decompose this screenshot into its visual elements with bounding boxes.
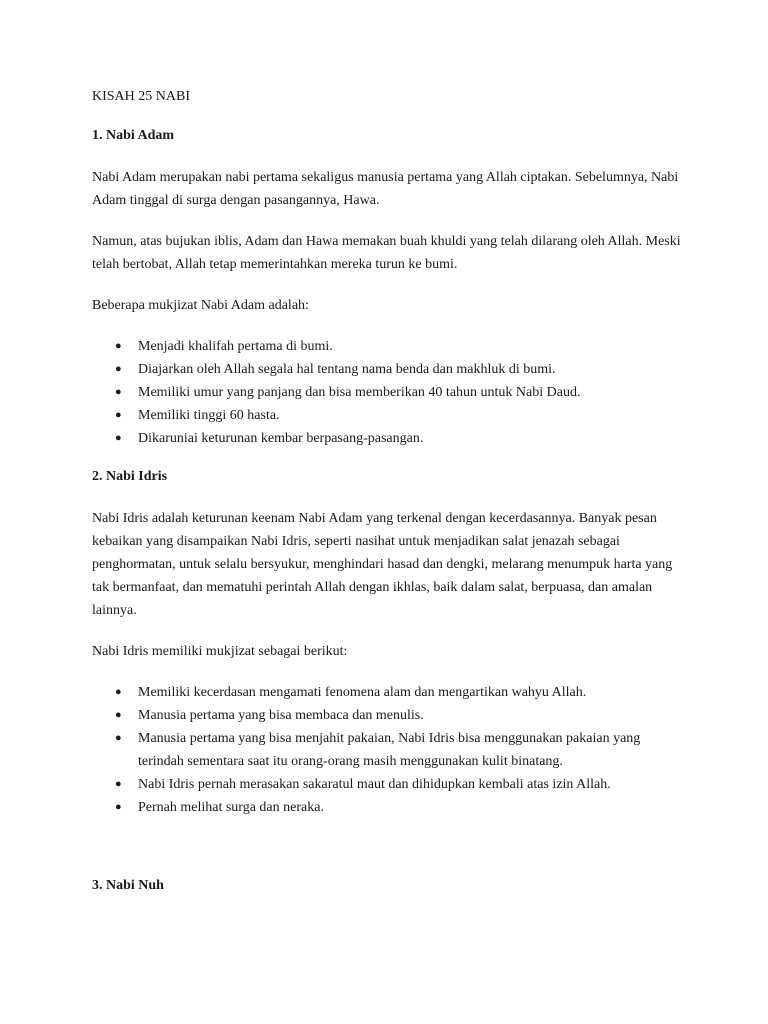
section-nabi-adam <box>92 127 682 450</box>
bullet-icon: ● <box>115 732 122 744</box>
bullet-icon: ● <box>115 778 122 790</box>
paragraph: Namun, atas bujukan iblis, Adam dan Hawa memakan buah khuldi yang telah dilarang oleh Allah. Meski telah bertobat, Allah tetap memerintahkan mereka turun ke bumi. <box>92 234 681 272</box>
section-nabi-idris <box>92 468 682 819</box>
list-item-text: Nabi Idris pernah merasakan sakaratul maut dan dihidupkan kembali atas izin Allah. <box>138 777 611 792</box>
bullet-icon: ● <box>115 340 122 352</box>
list-item-text: Memiliki tinggi 60 hasta. <box>138 408 280 423</box>
bullet-icon: ● <box>115 386 122 398</box>
list-item <box>92 427 682 450</box>
bullet-icon: ● <box>115 409 122 421</box>
list-item-text: Menjadi khalifah pertama di bumi. <box>138 339 333 354</box>
list-item-text: Dikaruniai keturunan kembar berpasang-pasangan. <box>138 431 424 446</box>
list-item-text: Manusia pertama yang bisa menjahit pakaian, Nabi Idris bisa menggunakan pakaian yang terindah sementara saat itu orang-orang masih menggunakan kulit binatang. <box>138 731 641 769</box>
list-item <box>92 796 682 819</box>
list-item <box>92 681 682 704</box>
list-item <box>92 358 682 381</box>
list-item-text: Pernah melihat surga dan neraka. <box>138 800 324 815</box>
bullet-icon: ● <box>115 686 122 698</box>
list-item <box>92 335 682 358</box>
list-item-text: Manusia pertama yang bisa membaca dan menulis. <box>138 708 424 723</box>
paragraph: Nabi Idris adalah keturunan keenam Nabi Adam yang terkenal dengan kecerdasannya. Banyak pesan kebaikan yang disampaikan Nabi Idris, seperti nasihat untuk menjadikan salat jenazah sebagai penghormatan, untuk selalu bersyukur, menghindari hasad dan dengki, melarang menumpuk harta yang tak bermanfaat, dan mematuhi perintah Allah dengan ikhlas, baik dalam salat, berpuasa, dan amalan lainnya. <box>92 511 673 618</box>
bullet-icon: ● <box>115 363 122 375</box>
paragraph: Nabi Idris memiliki mukjizat sebagai berikut: <box>92 644 348 659</box>
bullet-list <box>92 335 682 450</box>
document-title: KISAH 25 NABI <box>92 89 190 104</box>
list-item <box>92 773 682 796</box>
bullet-icon: ● <box>115 432 122 444</box>
list-item <box>92 727 682 773</box>
list-item <box>92 704 682 727</box>
bullet-icon: ● <box>115 709 122 721</box>
section-heading: 2. Nabi Idris <box>92 469 168 484</box>
section-heading: 3. Nabi Nuh <box>92 878 164 893</box>
list-item-text: Memiliki kecerdasan mengamati fenomena alam dan mengartikan wahyu Allah. <box>138 685 587 700</box>
bullet-list <box>92 681 682 819</box>
list-item <box>92 404 682 427</box>
bullet-icon: ● <box>115 801 122 813</box>
spacer <box>92 837 682 877</box>
document-page <box>92 88 682 916</box>
paragraph: Beberapa mukjizat Nabi Adam adalah: <box>92 298 309 313</box>
list-item <box>92 381 682 404</box>
section-nabi-nuh <box>92 877 682 895</box>
list-item-text: Memiliki umur yang panjang dan bisa memberikan 40 tahun untuk Nabi Daud. <box>138 385 581 400</box>
section-heading: 1. Nabi Adam <box>92 128 175 143</box>
paragraph: Nabi Adam merupakan nabi pertama sekaligus manusia pertama yang Allah ciptakan. Sebelumnya, Nabi Adam tinggal di surga dengan pasangannya, Hawa. <box>92 170 679 208</box>
list-item-text: Diajarkan oleh Allah segala hal tentang nama benda dan makhluk di bumi. <box>138 362 556 377</box>
